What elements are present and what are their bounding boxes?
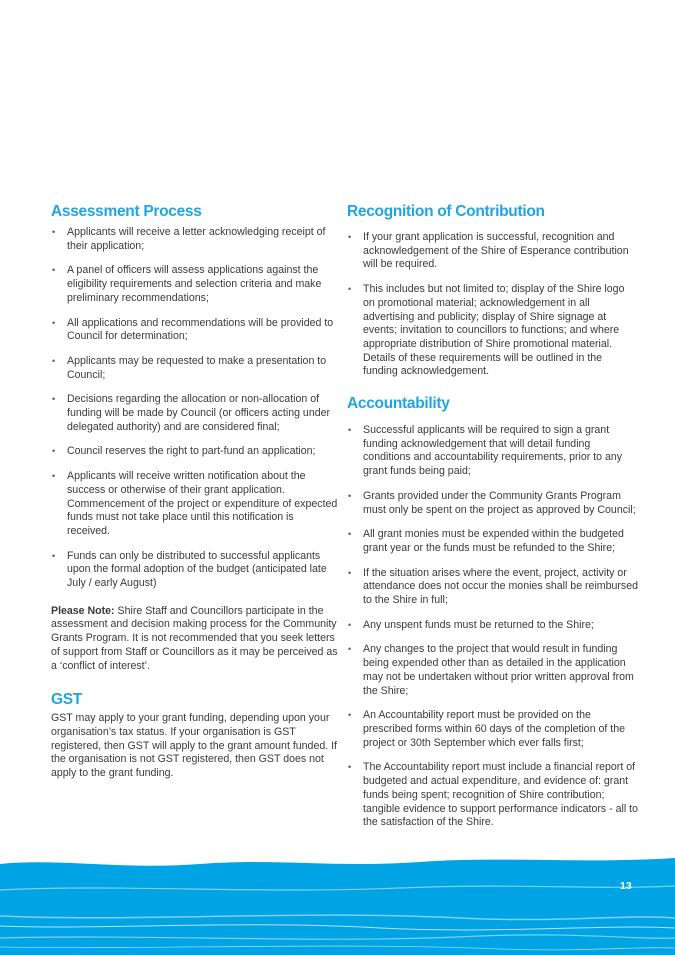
list-item: • The Accountability report must include a financial report of budgeted and actual expenditure, and evidence of: grant funds being spent; recognition of Shire contribution; tangible evidence to support performance indicators - all to the satisfaction of the Shire. <box>347 761 639 830</box>
note-label: Please Note: <box>51 604 115 617</box>
list-item: • Funds can only be distributed to successful applicants upon the formal adoption of the budget (anticipated late July / early August) <box>51 550 338 591</box>
list-item: • Applicants may be requested to make a presentation to Council; <box>51 355 338 382</box>
gst-heading: GST <box>51 691 82 709</box>
wave-fill <box>0 858 675 955</box>
page-number: 13 <box>620 880 632 892</box>
list-item: • If your grant application is successful, recognition and acknowledgement of the Shire of Esperance contribution will be required. <box>347 231 639 272</box>
accountability-list <box>347 424 639 830</box>
please-note <box>51 605 338 674</box>
recognition-list <box>347 231 639 379</box>
assessment-list <box>51 226 338 591</box>
footer-wave <box>0 850 675 955</box>
list-item: • Grants provided under the Community Grants Program must only be spent on the project as approved by Council; <box>347 490 639 517</box>
note-text: Shire Staff and Councillors participate in the assessment and decision making process for the Community Grants Program. It is not recommended that you seek letters of support from Staff or Councillors as it may be perceived as a ‘conflict of interest’. <box>51 604 338 672</box>
list-item: • All grant monies must be expended within the budgeted grant year or the funds must be refunded to the Shire; <box>347 528 639 555</box>
recognition-heading: Recognition of Contribution <box>347 203 545 220</box>
list-item: • Decisions regarding the allocation or non-allocation of funding will be made by Council (or officers acting under delegated authority) and are considered final; <box>51 393 338 434</box>
list-item: • Council reserves the right to part-fund an application; <box>51 445 338 459</box>
list-item: • This includes but not limited to; display of the Shire logo on promotional material; acknowledgement in all advertising and publicity; display of Shire signage at events; invitation to councillors to functions; and where appropriate distribution of Shire promotional material. Details of these requirements will be outlined in the funding acknowledgement. <box>347 283 639 379</box>
list-item: • A panel of officers will assess applications against the eligibility requirements and selection criteria and make preliminary recommendations; <box>51 264 338 305</box>
accountability-heading: Accountability <box>347 395 450 413</box>
list-item: • All applications and recommendations will be provided to Council for determination; <box>51 317 338 344</box>
list-item: • Successful applicants will be required to sign a grant funding acknowledgement that will detail funding conditions and accountability requirements, prior to any grant funds being paid; <box>347 424 639 479</box>
gst-text: GST may apply to your grant funding, depending upon your organisation’s tax status. If your organisation is GST registered, then GST will apply to the grant amount funded. If the organisation is not GST registered, then GST does not apply to the grant funding. <box>51 712 338 780</box>
list-item: • Any changes to the project that would result in funding being expended other than as detailed in the application may not be undertaken without prior written approval from the Shire; <box>347 643 639 698</box>
list-item: • Applicants will receive written notification about the success or otherwise of their grant application. Commencement of the project or expenditure of expected funds must not take place until this notification is received. <box>51 470 338 539</box>
list-item: • If the situation arises where the event, project, activity or attendance does not occur the monies shall be reimbursed to the Shire in full; <box>347 567 639 608</box>
assessment-heading: Assessment Process <box>51 203 202 220</box>
left-column <box>51 203 338 781</box>
list-item: • Any unspent funds must be returned to the Shire; <box>347 619 639 633</box>
right-column <box>347 203 639 841</box>
list-item: • An Accountability report must be provided on the prescribed forms within 60 days of the completion of the project or 30th September which ever falls first; <box>347 709 639 750</box>
list-item: • Applicants will receive a letter acknowledging receipt of their application; <box>51 226 338 253</box>
